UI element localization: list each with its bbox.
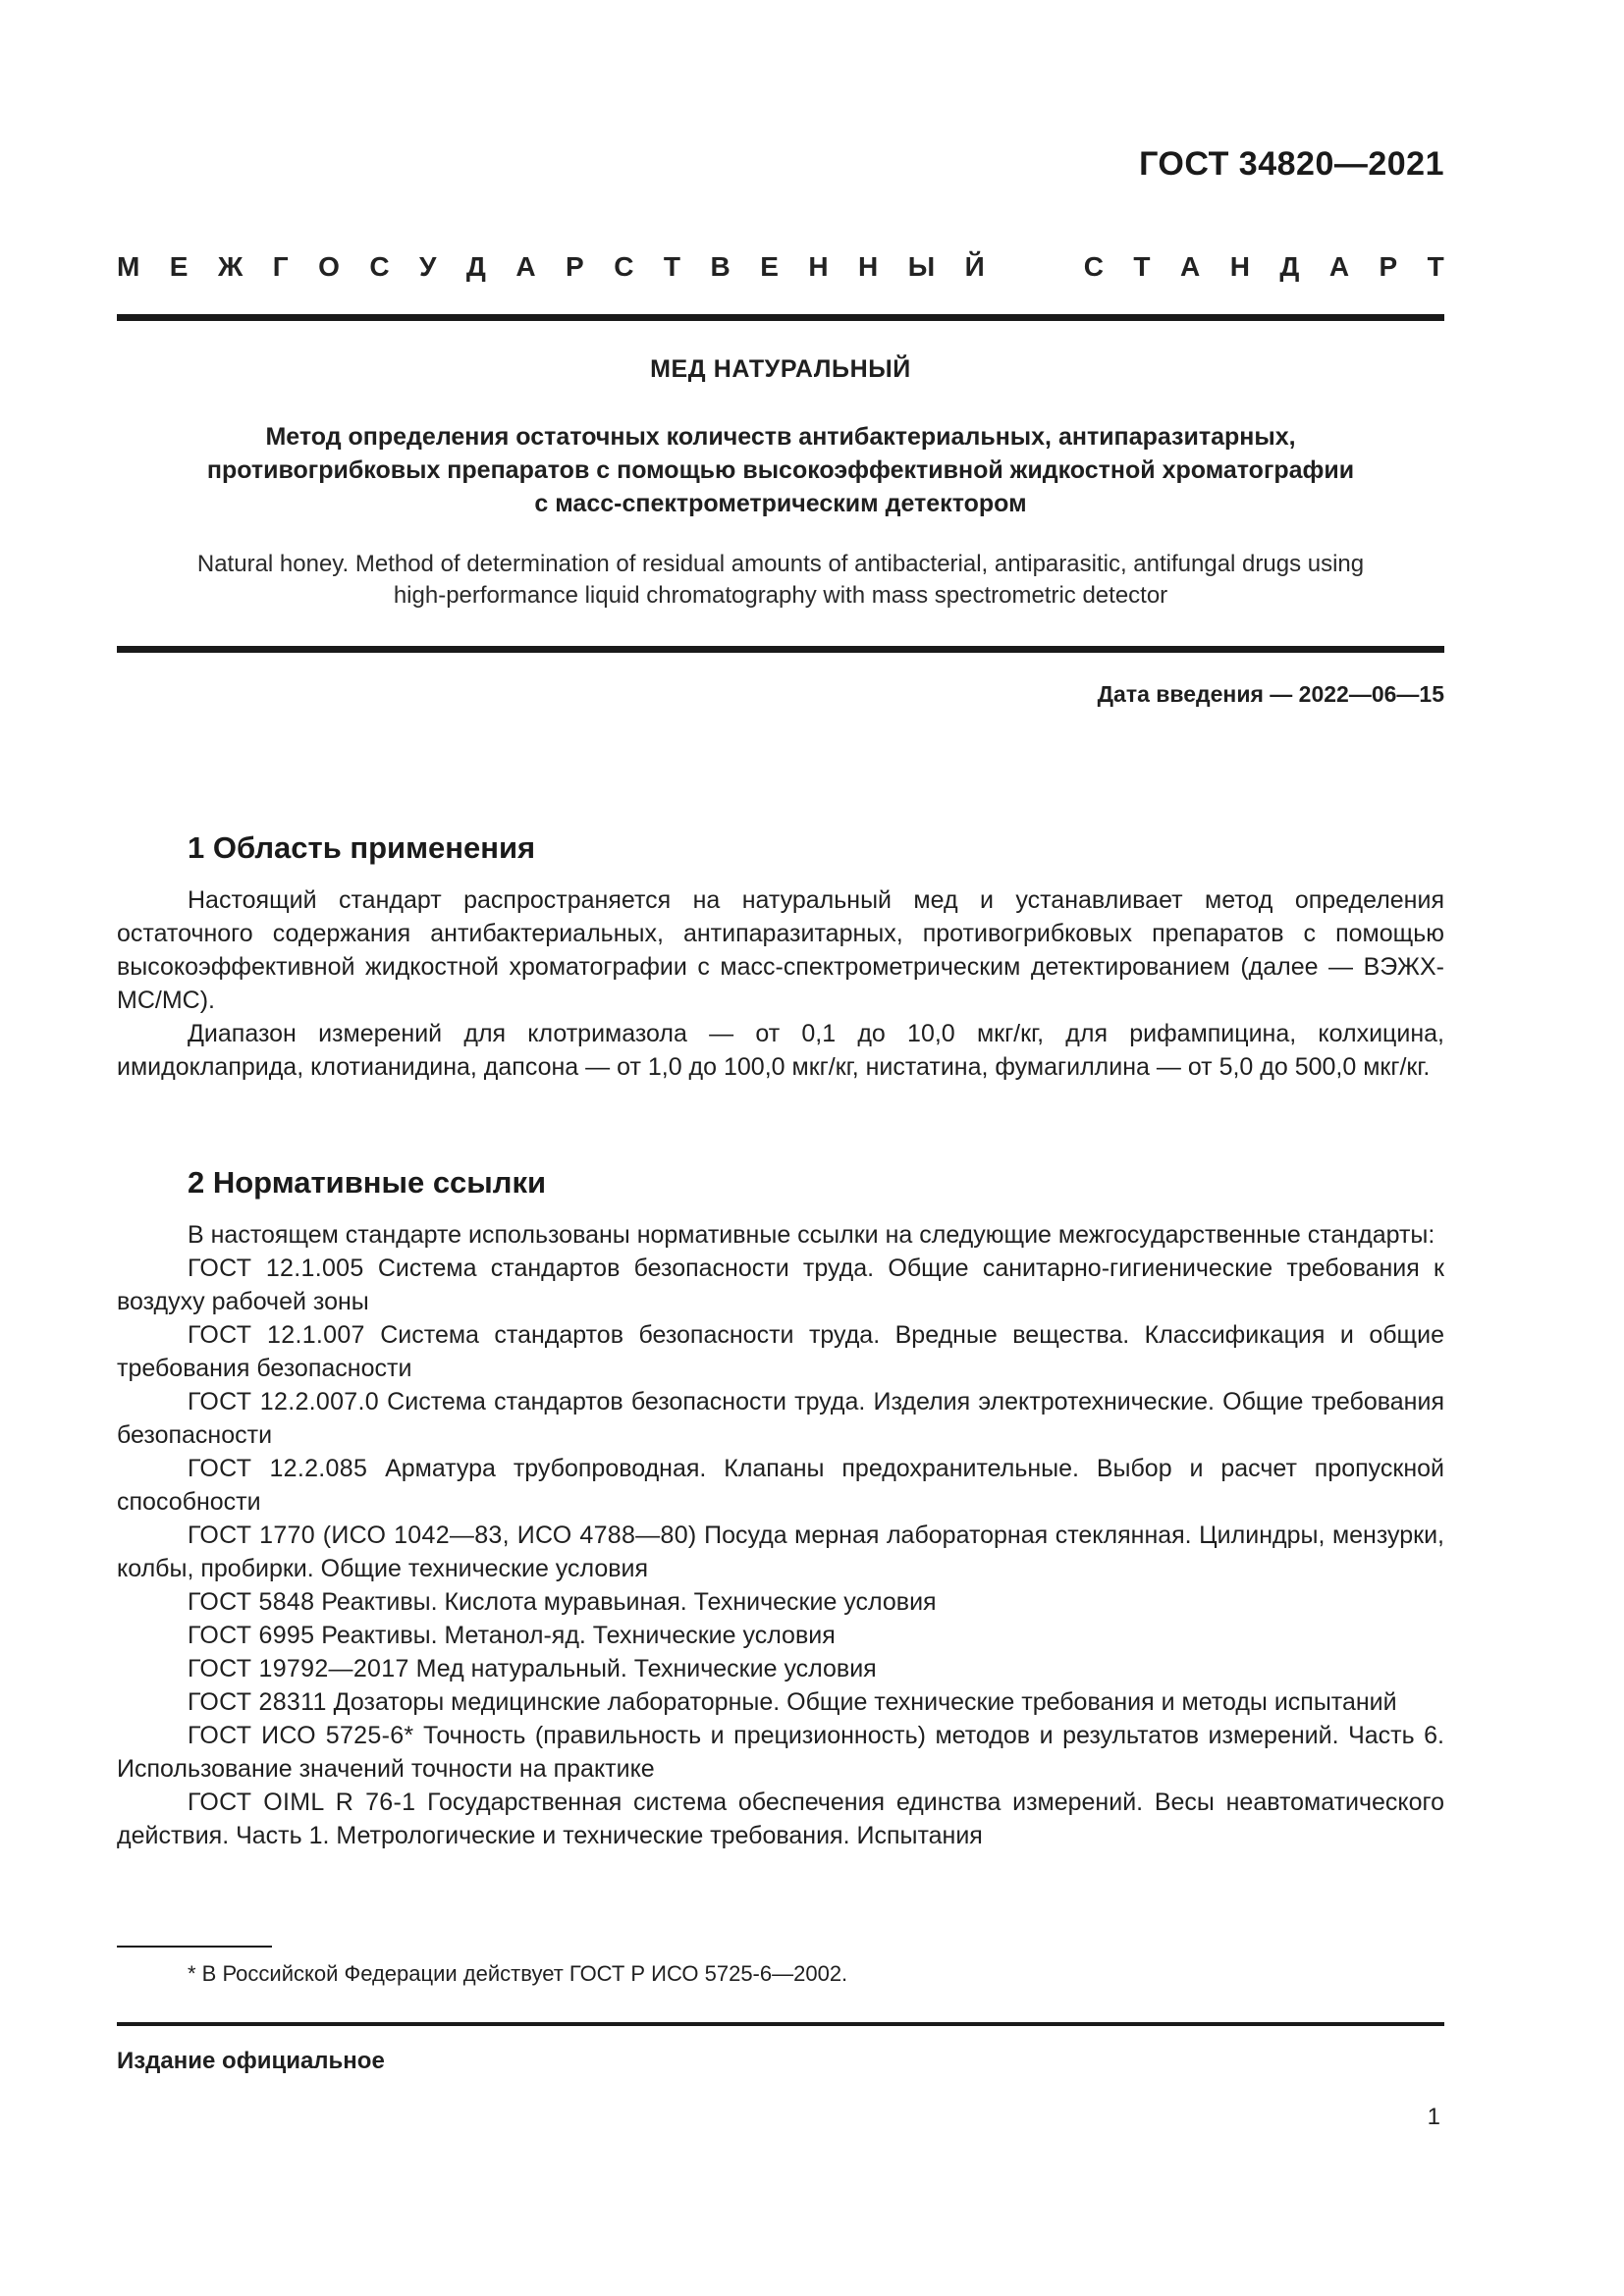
reference-title: Точность (правильность и прецизионность) методов и результатов измерений. Часть 6. Использование значений точности на практике bbox=[117, 1722, 1445, 1783]
banner-letter: С bbox=[1083, 251, 1104, 282]
section-heading: 2 Нормативные ссылки bbox=[188, 1165, 547, 1200]
banner-letter: Н bbox=[858, 251, 879, 282]
standard-number: ГОСТ 34820—2021 bbox=[1139, 145, 1444, 183]
banner-letter: С bbox=[369, 251, 390, 282]
footnote: * В Российской Федерации действует ГОСТ Р ИСО 5725-6—2002. bbox=[188, 1961, 848, 1986]
reference-item bbox=[117, 1585, 1444, 1619]
english-title-line: high-performance liquid chromatography with mass spectrometric detector bbox=[393, 582, 1168, 609]
banner-letter: Н bbox=[1229, 251, 1250, 282]
banner-letter: Д bbox=[1279, 251, 1300, 282]
reference-title: Реактивы. Кислота муравьиная. Технические условия bbox=[321, 1588, 937, 1616]
footer-divider bbox=[117, 2022, 1444, 2026]
section-normative-references bbox=[117, 1165, 1444, 1852]
reference-title: Мед натуральный. Технические условия bbox=[415, 1655, 877, 1682]
banner-letter: Р bbox=[566, 251, 584, 282]
document-title: МЕД НАТУРАЛЬНЫЙ bbox=[650, 355, 911, 383]
section-heading: 1 Область применения bbox=[188, 830, 536, 865]
banner-letter: Е bbox=[169, 251, 189, 282]
introduction-date: Дата введения — 2022—06—15 bbox=[1097, 681, 1444, 707]
reference-item bbox=[117, 1385, 1444, 1452]
banner-letter: А bbox=[1179, 251, 1201, 282]
document-subtitle bbox=[117, 420, 1444, 520]
reference-code: ГОСТ ИСО 5725-6* bbox=[188, 1722, 414, 1749]
document-page bbox=[117, 0, 1444, 2296]
subtitle-line: с масс-спектрометрическим детектором bbox=[534, 490, 1027, 517]
banner-letter: У bbox=[419, 251, 437, 282]
reference-item bbox=[117, 1452, 1444, 1519]
english-title bbox=[117, 549, 1444, 612]
banner-letter: Т bbox=[1427, 251, 1444, 282]
banner-letter: А bbox=[1328, 251, 1350, 282]
interstate-standard-banner bbox=[117, 251, 1444, 283]
banner-letter: О bbox=[318, 251, 340, 282]
reference-item bbox=[117, 1652, 1444, 1685]
official-edition-label: Издание официальное bbox=[117, 2048, 385, 2074]
reference-code: ГОСТ 19792—2017 bbox=[188, 1655, 409, 1682]
paragraph: Настоящий стандарт распространяется на натуральный мед и устанавливает метод определения остаточного содержания антибактериальных, антипаразитарных, противогрибковых препаратов с помощью высокоэффективной жидкостной хроматографии с масс-спектрометрическим детектированием (далее — ВЭЖХ-МС/МС). bbox=[117, 886, 1444, 1014]
reference-title: Арматура трубопроводная. Клапаны предохранительные. Выбор и расчет пропускной способности bbox=[117, 1455, 1444, 1516]
banner-letter: М bbox=[117, 251, 140, 282]
reference-code: ГОСТ 5848 bbox=[188, 1588, 315, 1616]
reference-item bbox=[117, 1252, 1444, 1318]
paragraph: Диапазон измерений для клотримазола — от 0,1 до 10,0 мкг/кг, для рифампицина, колхицина, имидоклаприда, клотианидина, дапсона — от 1,0 до 100,0 мкг/кг, нистатина, фумагиллина — от 5,0 до 500,0 мкг/кг. bbox=[117, 1020, 1444, 1081]
title-divider bbox=[117, 646, 1444, 653]
reference-title: Дозаторы медицинские лабораторные. Общие технические требования и методы испытаний bbox=[333, 1688, 1397, 1716]
banner-letter: Й bbox=[964, 251, 985, 282]
reference-title: Система стандартов безопасности труда. Вредные вещества. Классификация и общие требования безопасности bbox=[117, 1321, 1444, 1382]
header-divider bbox=[117, 314, 1444, 321]
page-number: 1 bbox=[1427, 2104, 1440, 2130]
banner-letter: В bbox=[710, 251, 731, 282]
reference-item bbox=[117, 1786, 1444, 1852]
reference-code: ГОСТ 12.1.005 bbox=[188, 1255, 364, 1282]
banner-letter: Н bbox=[808, 251, 829, 282]
reference-code: ГОСТ 28311 bbox=[188, 1688, 327, 1716]
reference-item bbox=[117, 1318, 1444, 1385]
reference-code: ГОСТ 12.2.085 bbox=[188, 1455, 368, 1482]
reference-title: Государственная система обеспечения единства измерений. Весы неавтоматического действия. Часть 1. Метрологические и технические требования. Испытания bbox=[117, 1789, 1445, 1849]
reference-item bbox=[117, 1719, 1444, 1786]
reference-code: ГОСТ 1770 (ИСО 1042—83, ИСО 4788—80) bbox=[188, 1522, 697, 1549]
reference-code: ГОСТ 12.2.007.0 bbox=[188, 1388, 379, 1415]
banner-letter: Т bbox=[663, 251, 681, 282]
banner-letter: Ы bbox=[907, 251, 936, 282]
banner-word-gap bbox=[1014, 251, 1054, 283]
subtitle-line: противогрибковых препаратов с помощью высокоэффективной жидкостной хроматографии bbox=[206, 456, 1355, 484]
reference-code: ГОСТ 12.1.007 bbox=[188, 1321, 365, 1349]
banner-letter: Р bbox=[1379, 251, 1398, 282]
banner-letter: А bbox=[515, 251, 536, 282]
section-scope bbox=[117, 830, 1444, 1084]
reference-item bbox=[117, 1619, 1444, 1652]
english-title-line: Natural honey. Method of determination of residual amounts of antibacterial, antiparasitic, antifungal drugs using bbox=[196, 551, 1365, 577]
reference-title: Реактивы. Метанол-яд. Технические условия bbox=[321, 1622, 836, 1649]
banner-letter: С bbox=[614, 251, 634, 282]
reference-title: Система стандартов безопасности труда. Изделия электротехнические. Общие требования безопасности bbox=[117, 1388, 1444, 1449]
footnote-divider bbox=[117, 1946, 272, 1948]
reference-item bbox=[117, 1685, 1444, 1719]
banner-letter: Т bbox=[1133, 251, 1151, 282]
reference-code: ГОСТ 6995 bbox=[188, 1622, 315, 1649]
banner-letter: Ж bbox=[217, 251, 244, 282]
reference-item bbox=[117, 1519, 1444, 1585]
banner-letter: Д bbox=[465, 251, 486, 282]
subtitle-line: Метод определения остаточных количеств антибактериальных, антипаразитарных, bbox=[265, 423, 1296, 451]
reference-code: ГОСТ OIML R 76-1 bbox=[188, 1789, 416, 1816]
banner-letter: Г bbox=[272, 251, 289, 282]
paragraph: В настоящем стандарте использованы нормативные ссылки на следующие межгосударственные стандарты: bbox=[188, 1221, 1435, 1249]
reference-title: Система стандартов безопасности труда. Общие санитарно-гигиенические требования к воздуху рабочей зоны bbox=[117, 1255, 1444, 1315]
reference-title: Посуда мерная лабораторная стеклянная. Цилиндры, мензурки, колбы, пробирки. Общие технические условия bbox=[117, 1522, 1445, 1582]
banner-letter: Е bbox=[760, 251, 779, 282]
